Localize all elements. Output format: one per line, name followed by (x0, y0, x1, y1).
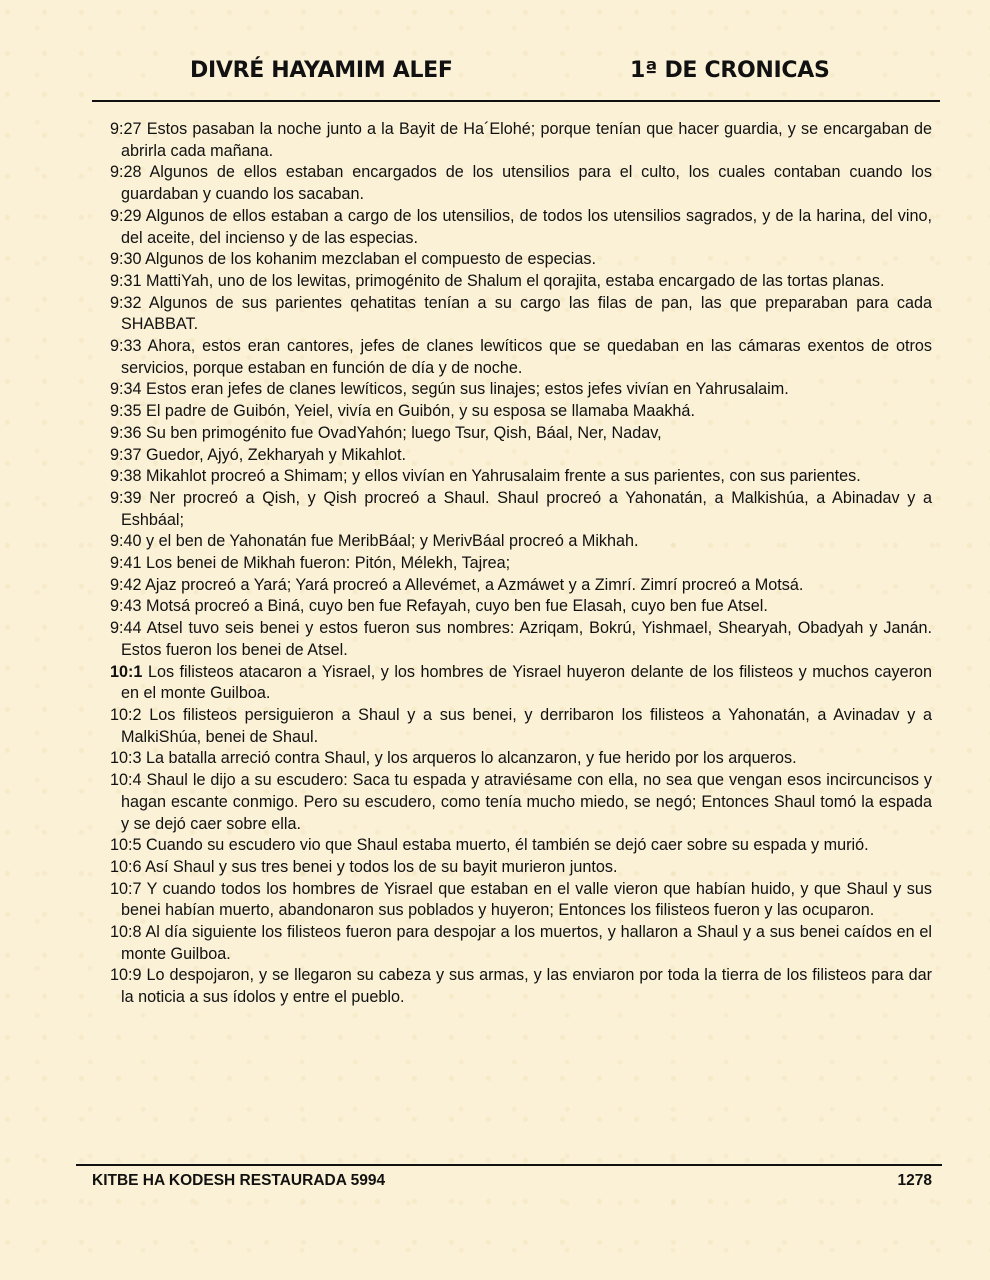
book-title-spanish: 1ª DE CRONICAS (630, 58, 830, 83)
verse-text: Mikahlot procreó a Shimam; y ellos vivían en Yahrusalaim frente a sus parientes, con sus parientes. (146, 467, 861, 486)
verse (110, 879, 932, 922)
verse (110, 423, 932, 445)
verse-text: Lo despojaron, y se llegaron su cabeza y sus armas, y las enviaron por toda la tierra de los filisteos para dar la noticia a sus ídolos y entre el pueblo. (121, 966, 932, 1007)
verse-text: Los filisteos atacaron a Yisrael, y los hombres de Yisrael huyeron delante de los filisteos y muchos cayeron en el monte Guilboa. (121, 662, 932, 703)
page-header (92, 58, 940, 98)
verse-reference: 9:28 (110, 163, 142, 182)
verse-text: Algunos de los kohanim mezclaban el compuesto de especias. (145, 250, 596, 269)
verse-text: Estos eran jefes de clanes lewíticos, según sus linajes; estos jefes vivían en Yahrusalaim. (146, 380, 789, 399)
verse-text: MattiYah, uno de los lewitas, primogénito de Shalum el qorajita, estaba encargado de las tortas planas. (146, 271, 885, 290)
verse-text: Shaul le dijo a su escudero: Saca tu espada y atraviésame con ella, no sea que vengan esos incircuncisos y hagan escante conmigo. Pero su escudero, como tenía mucho miedo, se negó; Entonces Shaul tomó la espada y se dejó caer sobre ella. (121, 771, 932, 833)
verse-reference: 10:4 (110, 771, 142, 790)
verse-reference: 9:35 (110, 402, 142, 421)
verse-text: Algunos de ellos estaban encargados de los utensilios para el culto, los cuales contaban cuando los guardaban y cuando los sacaban. (121, 163, 932, 204)
verse-text: Guedor, Ajyó, Zekharyah y Mikahlot. (146, 445, 407, 464)
verse-reference: 10:2 (110, 705, 142, 724)
verse-reference: 9:33 (110, 337, 142, 356)
verse-reference: 10:1 (110, 662, 143, 681)
header-rule (92, 100, 940, 102)
verse-reference: 9:38 (110, 467, 142, 486)
verse-list (110, 119, 932, 1009)
verse-text: Ner procreó a Qish, y Qish procreó a Shaul. Shaul procreó a Yahonatán, a Malkishúa, a Abinadav y a Eshbáal; (121, 488, 933, 529)
verse (110, 770, 932, 835)
verse-text: Ajaz procreó a Yará; Yará procreó a Allevémet, a Azmáwet y a Zimrí. Zimrí procreó a Motsá. (145, 575, 804, 594)
verse (110, 249, 932, 271)
publication-title: KITBE HA KODESH RESTAURADA 5994 (92, 1172, 386, 1189)
verse-reference: 9:40 (110, 532, 142, 551)
verse-text: Estos pasaban la noche junto a la Bayit de Ha´Elohé; porque tenían que hacer guardia, y se encargaban de abrirla cada mañana. (121, 120, 932, 160)
verse (110, 857, 932, 879)
verse (110, 662, 932, 705)
verse-text: Su ben primogénito fue OvadYahón; luego Tsur, Qish, Báal, Ner, Nadav, (146, 423, 662, 442)
verse-text: y el ben de Yahonatán fue MeribBáal; y MerivBáal procreó a Mikhah. (146, 532, 639, 551)
verse-text: La batalla arreció contra Shaul, y los arqueros lo alcanzaron, y fue herido por los arqueros. (146, 749, 797, 768)
verse (110, 705, 932, 748)
verse (110, 553, 932, 575)
verse-text: Atsel tuvo seis benei y estos fueron sus nombres: Azriqam, Bokrú, Yishmael, Shearyah, Obadyah y Janán. Estos fueron los benei de Atsel. (121, 619, 932, 659)
verse (110, 965, 932, 1008)
verse (110, 445, 932, 467)
verse-reference: 9:41 (110, 554, 142, 573)
verse-reference: 9:31 (110, 271, 142, 290)
verse-text: Y cuando todos los hombres de Yisrael que estaban en el valle vieron que habían huido, y que Shaul y sus benei habían muerto, abandonaron sus poblados y huyeron; Entonces los filisteos fueron y las ocuparon. (121, 879, 932, 920)
verse (110, 401, 932, 423)
verse-text: Algunos de ellos estaban a cargo de los utensilios, de todos los utensilios sagrados, y de la harina, del vino, del aceite, del incienso y de las especias. (121, 206, 933, 247)
verse (110, 531, 932, 553)
verse-reference: 10:3 (110, 749, 142, 768)
verse-reference: 9:37 (110, 445, 142, 464)
verse-reference: 9:42 (110, 575, 142, 594)
verse-text: Algunos de sus parientes qehatitas tenían a su cargo las filas de pan, las que preparaban para cada SHABBAT. (121, 293, 932, 334)
verse-reference: 10:8 (110, 923, 142, 942)
verse (110, 466, 932, 488)
verse-text: Motsá procreó a Biná, cuyo ben fue Refayah, cuyo ben fue Elasah, cuyo ben fue Atsel. (146, 597, 768, 616)
verse-reference: 9:43 (110, 597, 142, 616)
verse-reference: 9:32 (110, 293, 142, 312)
page-number: 1278 (897, 1172, 932, 1189)
verse-reference: 10:7 (110, 879, 142, 898)
verse (110, 379, 932, 401)
verse-text: Cuando su escudero vio que Shaul estaba muerto, él también se dejó caer sobre su espada y murió. (146, 836, 869, 855)
verse (110, 119, 932, 162)
verse-reference: 9:34 (110, 380, 142, 399)
verse-text: Los benei de Mikhah fueron: Pitón, Mélekh, Tajrea; (146, 554, 511, 573)
verse (110, 336, 932, 379)
verse-reference: 9:30 (110, 250, 142, 269)
verse-text: Los filisteos persiguieron a Shaul y a sus benei, y derribaron los filisteos a Yahonatán, a Avinadav y a MalkiShúa, benei de Shaul. (121, 705, 932, 746)
verse (110, 922, 932, 965)
verse (110, 488, 932, 531)
verse-reference: 10:5 (110, 836, 142, 855)
verse-reference: 9:39 (110, 488, 142, 507)
verse-reference: 10:6 (110, 857, 142, 876)
verse (110, 162, 932, 205)
verse-reference: 9:27 (110, 120, 142, 138)
verse (110, 835, 932, 857)
book-title-hebrew: DIVRÉ HAYAMIM ALEF (190, 58, 453, 83)
verse (110, 596, 932, 618)
verse (110, 618, 932, 661)
verse (110, 575, 932, 597)
verse-text: Así Shaul y sus tres benei y todos los de su bayit murieron juntos. (145, 857, 618, 876)
verse-reference: 9:29 (110, 206, 142, 225)
verse-reference: 9:44 (110, 619, 142, 638)
verse (110, 271, 932, 293)
verse (110, 206, 932, 249)
verse-reference: 9:36 (110, 423, 142, 442)
page-footer (92, 1172, 932, 1196)
footer-rule (76, 1164, 942, 1166)
verse-text: El padre de Guibón, Yeiel, vivía en Guibón, y su esposa se llamaba Maakhá. (146, 402, 695, 421)
verse (110, 748, 932, 770)
verse-text: Ahora, estos eran cantores, jefes de clanes lewíticos que se quedaban en las cámaras exentos de otros servicios, porque estaban en función de día y de noche. (121, 337, 932, 377)
verse-text: Al día siguiente los filisteos fueron para despojar a los muertos, y hallaron a Shaul y a sus benei caídos en el monte Guilboa. (121, 923, 933, 963)
verse (110, 293, 932, 336)
verse-reference: 10:9 (110, 966, 142, 985)
